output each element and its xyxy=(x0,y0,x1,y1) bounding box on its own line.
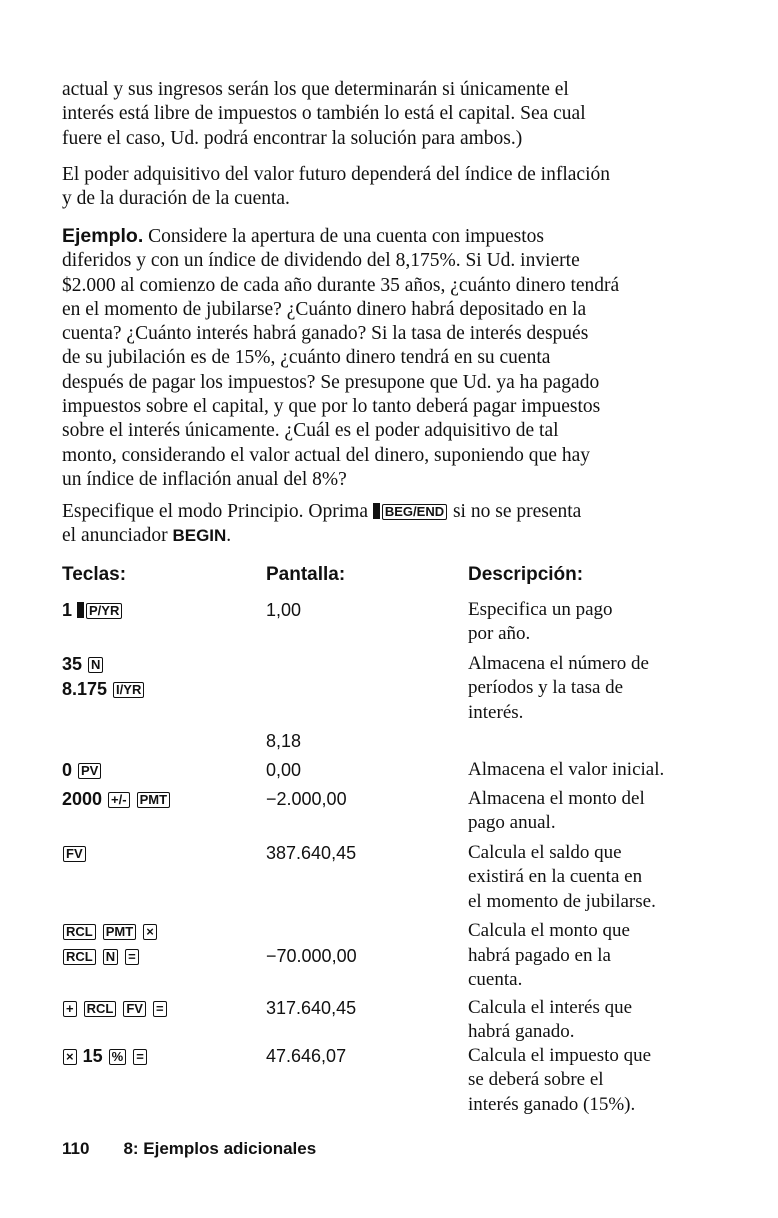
keys-cell xyxy=(62,652,104,677)
text-line: $2.000 al comienzo de cada año durante 35 años, ¿cuánto dinero tendrá xyxy=(62,274,620,296)
keys-cell xyxy=(62,787,171,812)
keys-cell xyxy=(62,1044,148,1069)
text-line: fuere el caso, Ud. podrá encontrar la solución para ambos.) xyxy=(62,127,523,149)
display-cell: 47.646,07 xyxy=(266,1046,347,1066)
text-line: diferidos y con un índice de dividendo del 8,175%. Si Ud. invierte xyxy=(62,250,580,272)
description-cell xyxy=(468,787,718,836)
text-line: sobre el interés únicamente. ¿Cuál es el poder adquisitivo de tal xyxy=(62,420,559,442)
description-line: existirá en la cuenta en xyxy=(468,866,643,888)
description-line: habrá ganado. xyxy=(468,1021,575,1043)
keys-cell xyxy=(62,944,140,969)
keys-cell xyxy=(62,677,145,702)
example-first-line: Considere la apertura de una cuenta con impuestos xyxy=(143,226,544,247)
number-entry xyxy=(117,998,122,1018)
calculator-key: = xyxy=(133,1049,147,1065)
description-line: Almacena el número de xyxy=(468,653,649,674)
description-line: Calcula el saldo que xyxy=(468,842,622,863)
number-entry: 8.175 xyxy=(62,679,113,699)
description-line: Especifica un pago xyxy=(468,599,613,620)
description-cell xyxy=(468,841,718,914)
description-cell xyxy=(468,758,718,782)
description-line: Calcula el monto que xyxy=(468,920,630,941)
calculator-key: + xyxy=(63,1001,77,1017)
text-line xyxy=(62,224,682,249)
display-cell: 0,00 xyxy=(266,760,302,780)
number-entry: 0 xyxy=(62,760,78,780)
number-entry xyxy=(131,789,136,809)
display-header: Pantalla: xyxy=(266,564,346,585)
keys-cell xyxy=(62,841,87,866)
text-line: actual y sus ingresos serán los que determinarán si únicamente el xyxy=(62,79,569,100)
number-entry xyxy=(147,998,152,1018)
text-line: monto, considerando el valor actual del dinero, suponiendo que hay xyxy=(62,444,590,466)
calculator-key: = xyxy=(125,949,139,965)
description-line: se deberá sobre el xyxy=(468,1069,604,1091)
text-line: un índice de inflación anual del 8%? xyxy=(62,468,347,490)
purchasing-power-paragraph xyxy=(62,163,682,212)
display-cell: 8,18 xyxy=(266,731,302,751)
description-cell xyxy=(468,919,718,943)
display-cell: −70.000,00 xyxy=(266,946,357,966)
calculator-key: RCL xyxy=(63,924,96,940)
keys-cell xyxy=(62,758,102,783)
description-cell xyxy=(468,598,718,647)
calculator-key: P/YR xyxy=(86,603,122,619)
description-line: habrá pagado en la xyxy=(468,945,611,966)
number-entry xyxy=(97,921,102,941)
text-line xyxy=(62,524,682,548)
calculator-key: × xyxy=(63,1049,77,1065)
keys-cell xyxy=(62,996,168,1021)
beg-end-key: BEG/END xyxy=(382,504,447,520)
description-cell xyxy=(468,652,718,725)
description-line: pago anual. xyxy=(468,812,556,834)
example-paragraph xyxy=(62,224,682,492)
description-line: Calcula el interés que xyxy=(468,997,633,1018)
display-cell: −2.000,00 xyxy=(266,789,347,809)
number-entry xyxy=(97,946,102,966)
text-line: impuestos sobre el capital, y que por lo tanto deberá pagar impuestos xyxy=(62,396,601,418)
description-line: Calcula el impuesto que xyxy=(468,1045,652,1066)
number-entry xyxy=(119,946,124,966)
intro-paragraph xyxy=(62,78,682,151)
mode-text: si no se presenta xyxy=(448,501,582,522)
calculator-key: FV xyxy=(63,846,86,862)
mode-paragraph xyxy=(62,500,682,549)
page-number: 110 xyxy=(62,1139,90,1158)
calculator-key: = xyxy=(153,1001,167,1017)
description-line: cuenta. xyxy=(468,969,523,991)
mode-text: . xyxy=(226,525,232,547)
calculator-key: N xyxy=(88,657,103,673)
number-entry xyxy=(137,921,142,941)
calculator-key: I/YR xyxy=(113,682,144,698)
shift-key-icon xyxy=(77,602,84,618)
calculator-key: PV xyxy=(78,763,101,779)
text-line: después de pagar los impuestos? Se presupone que Ud. ya ha pagado xyxy=(62,371,600,393)
shift-key-icon xyxy=(373,503,380,519)
number-entry xyxy=(127,1046,132,1066)
page-footer xyxy=(62,1139,316,1159)
description-header: Descripción: xyxy=(468,564,584,585)
description-cell xyxy=(468,996,718,1045)
calculator-key: % xyxy=(109,1049,127,1065)
number-entry: 15 xyxy=(77,1046,108,1066)
description-line: interés ganado (15%). xyxy=(468,1093,636,1115)
description-line: por año. xyxy=(468,623,531,645)
description-cell xyxy=(468,944,718,993)
keys-cell xyxy=(62,919,158,944)
begin-annunciator: BEGIN xyxy=(172,526,227,546)
calculator-key: RCL xyxy=(84,1001,117,1017)
text-line: en el momento de jubilarse? ¿Cuánto dinero habrá depositado en la xyxy=(62,298,587,320)
calculator-key: FV xyxy=(123,1001,146,1017)
text-line: interés está libre de impuestos o también lo está el capital. Sea cual xyxy=(62,103,586,125)
number-entry: 2000 xyxy=(62,789,108,809)
number-entry: 35 xyxy=(62,654,88,674)
calculator-key: PMT xyxy=(103,924,136,940)
chapter-title: 8: Ejemplos adicionales xyxy=(123,1139,317,1158)
description-line: Almacena el monto del xyxy=(468,788,645,809)
keys-header: Teclas: xyxy=(62,564,127,585)
display-cell: 1,00 xyxy=(266,600,302,620)
text-line: y de la duración de la cuenta. xyxy=(62,188,290,210)
text-line xyxy=(62,500,682,524)
display-cell: 317.640,45 xyxy=(266,998,357,1018)
description-line: Almacena el valor inicial. xyxy=(468,759,665,780)
example-label: Ejemplo. xyxy=(62,225,144,247)
calculator-key: RCL xyxy=(63,949,96,965)
keys-cell xyxy=(62,598,123,623)
description-line: el momento de jubilarse. xyxy=(468,890,656,912)
text-line: de su jubilación es de 15%, ¿cuánto dinero tendrá en su cuenta xyxy=(62,347,551,369)
description-line: períodos y la tasa de xyxy=(468,677,624,699)
text-line: El poder adquisitivo del valor futuro dependerá del índice de inflación xyxy=(62,164,610,185)
calculator-key: N xyxy=(103,949,118,965)
text-line: cuenta? ¿Cuánto interés habrá ganado? Si la tasa de interés después xyxy=(62,323,589,345)
display-cell: 387.640,45 xyxy=(266,843,357,863)
description-cell xyxy=(468,1044,718,1117)
calculator-key: +/- xyxy=(108,792,130,808)
calculator-key: × xyxy=(143,924,157,940)
number-entry xyxy=(78,998,83,1018)
number-entry: 1 xyxy=(62,600,78,620)
mode-text: Especifique el modo Principio. Oprima xyxy=(62,501,373,522)
description-line: interés. xyxy=(468,701,524,723)
mode-text: el anunciador xyxy=(62,525,173,547)
calculator-key: PMT xyxy=(137,792,170,808)
